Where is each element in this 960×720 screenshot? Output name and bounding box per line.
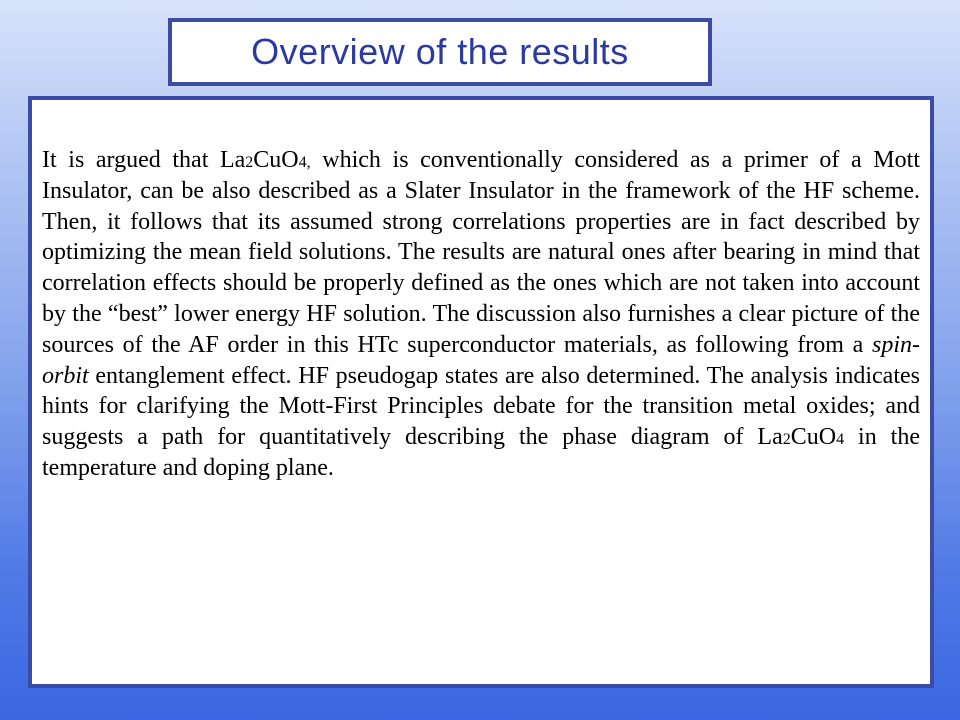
paragraph-text: CuO <box>253 147 299 173</box>
subscript-la: 2 <box>245 154 254 171</box>
paragraph-text: in the temperature and doping plane. <box>42 424 920 481</box>
body-paragraph <box>42 145 920 484</box>
paragraph-text: It is argued that La <box>42 147 246 173</box>
paragraph-text: CuO <box>790 424 837 451</box>
paragraph-text: which is conventionally considered as a primer of a Mott Insulator, can be also described as a Slater Insulator in the framework of the HF scheme. Then, it follows that its assumed strong correlations properties are in fact described by optimizing the mean field solutions. The results are natural ones after bearing in mind that correlation effects should be properly defined as the ones which are not taken into account by the “best” lower energy HF solution. The discussion also furnishes a clear picture of the sources of the AF order in this HTc superconductor materials, as following from a <box>42 147 920 358</box>
title-box <box>168 18 712 86</box>
content-box <box>28 96 934 688</box>
paragraph-text: entanglement effect. HF pseudogap states are also determined. The analysis indicates hints for clarifying the Mott-First Principles debate for the transition metal oxides; and suggests a path for quantitatively describing the phase diagram of La <box>42 362 920 451</box>
italic-term: spin-orbit <box>42 331 920 389</box>
subscript-la: 2 <box>782 431 791 449</box>
subscript-cuo: 4 <box>836 431 845 449</box>
subscript-cuo: 4, <box>298 154 311 171</box>
slide-title: Overview of the results <box>251 31 629 72</box>
